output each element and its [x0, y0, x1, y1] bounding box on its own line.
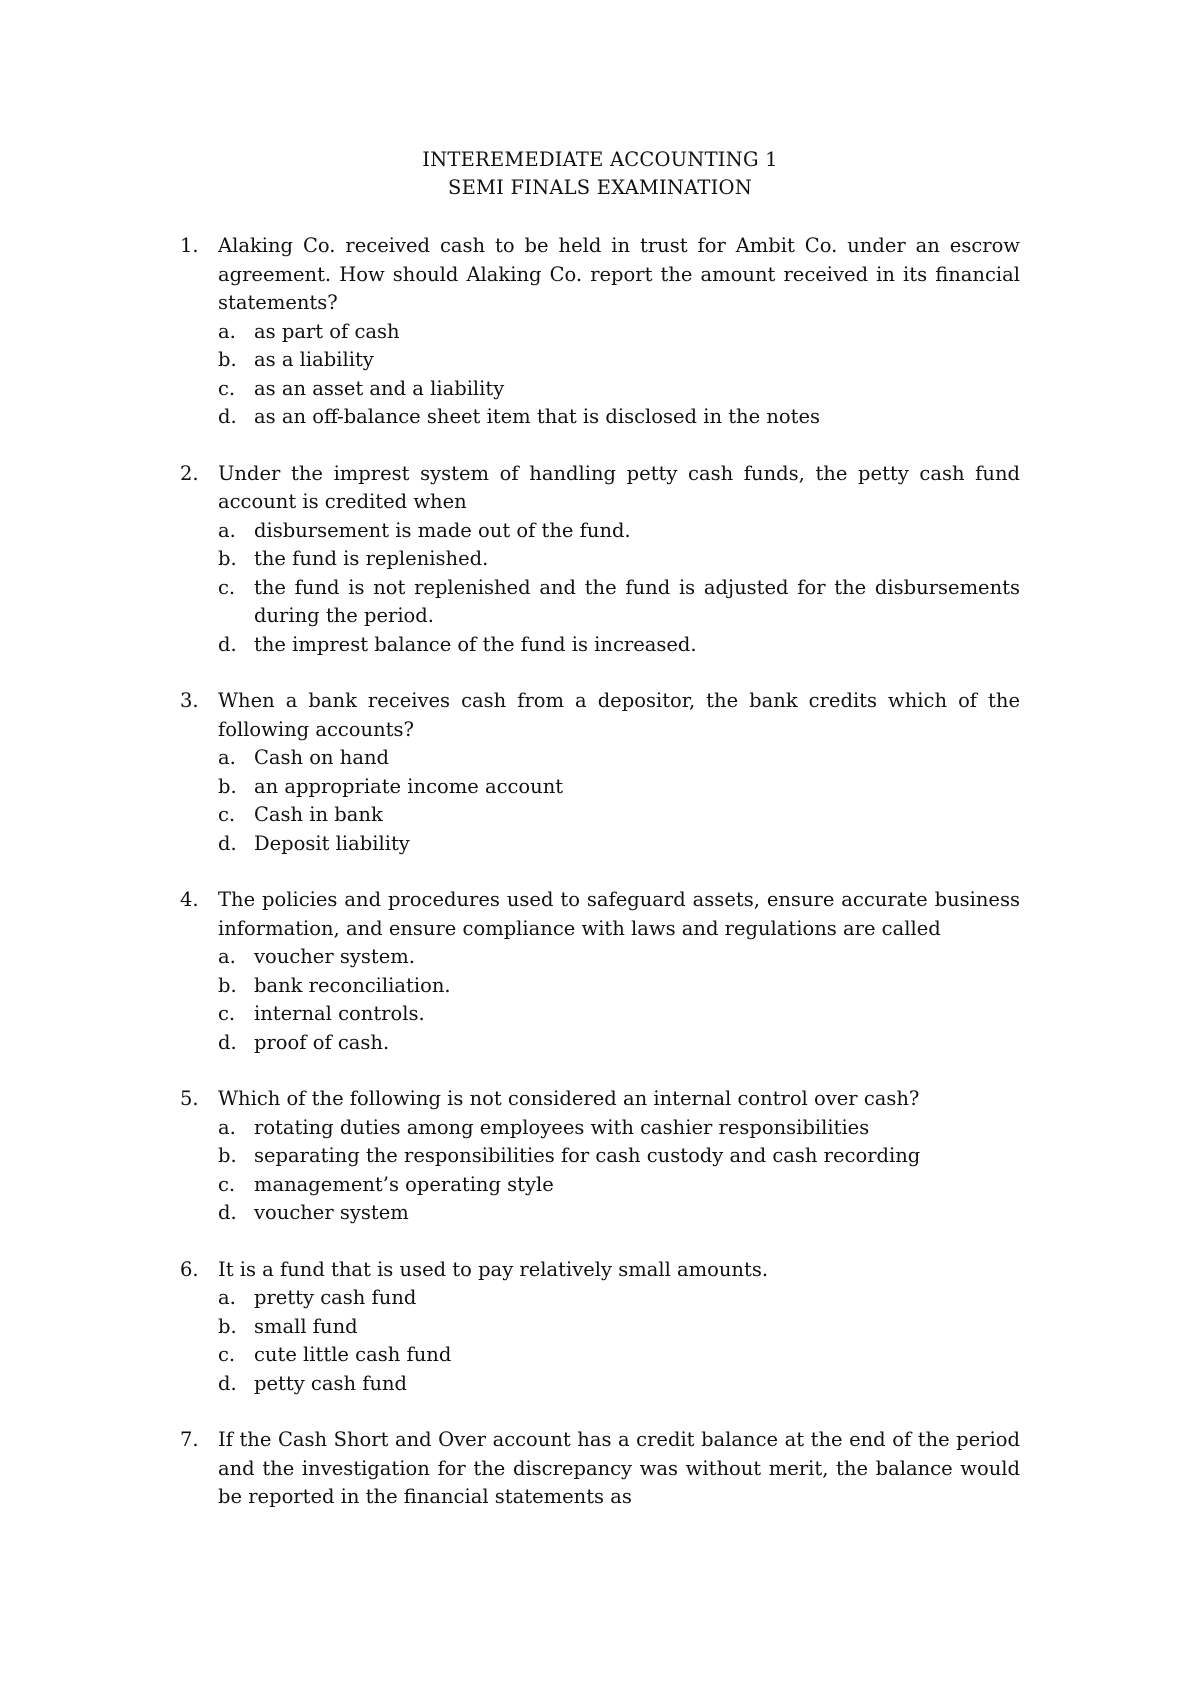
option-text: proof of cash. [254, 1030, 390, 1054]
option-d [218, 403, 1020, 432]
option-letter: c. [218, 1002, 236, 1025]
option-letter: b. [218, 547, 237, 570]
option-text: pretty cash fund [254, 1286, 417, 1309]
option-c [218, 375, 1020, 404]
option-letter: b. [218, 973, 237, 997]
option-list [218, 1284, 1020, 1398]
option-text: as part of cash [254, 319, 400, 343]
option-letter: c. [218, 1343, 236, 1366]
option-letter: a. [218, 518, 236, 542]
option-list [218, 1114, 1020, 1228]
question-number: 3. [180, 689, 199, 712]
question-text: The policies and procedures used to safeguard assets, ensure accurate business information, and ensure compliance with laws and regulations are called [218, 888, 1020, 940]
option-letter: c. [218, 575, 236, 599]
option-letter: b. [218, 774, 237, 798]
option-c [218, 1000, 1020, 1029]
question-number: 2. [180, 461, 199, 485]
option-letter: a. [218, 945, 236, 968]
option-letter: b. [218, 1314, 237, 1338]
question-2 [180, 460, 1020, 660]
option-letter: a. [218, 319, 236, 343]
option-d [218, 830, 1020, 859]
option-list [218, 744, 1020, 858]
option-letter: b. [218, 348, 237, 371]
option-text: an appropriate income account [254, 774, 564, 798]
option-text: as an off-balance sheet item that is disclosed in the notes [254, 405, 821, 428]
option-list [218, 943, 1020, 1057]
question-number: 7. [180, 1428, 199, 1451]
option-text: petty cash fund [254, 1371, 408, 1395]
option-letter: d. [218, 632, 237, 656]
option-letter: d. [218, 1030, 237, 1054]
option-letter: d. [218, 1201, 237, 1224]
question-text: If the Cash Short and Over account has a credit balance at the end of the period and the investigation for the discrepancy was without merit, the balance would be reported in the financial statements as [218, 1428, 1020, 1508]
option-text: separating the responsibilities for cash custody and cash recording [254, 1144, 921, 1167]
option-a [218, 1284, 1020, 1313]
exam-header [0, 146, 1200, 202]
option-d [218, 631, 1020, 660]
exam-title: INTEREMEDIATE ACCOUNTING 1 [422, 148, 778, 171]
question-text: When a bank receives cash from a depositor, the bank credits which of the following accounts? [218, 689, 1020, 741]
option-letter: a. [218, 1286, 236, 1309]
option-b [218, 1142, 1020, 1171]
option-c [218, 1171, 1020, 1200]
option-text: Cash on hand [254, 746, 390, 769]
option-text: cute little cash fund [254, 1343, 452, 1366]
question-text: It is a fund that is used to pay relatively small amounts. [218, 1257, 769, 1281]
option-text: internal controls. [254, 1002, 425, 1025]
option-a [218, 318, 1020, 347]
question-text: Alaking Co. received cash to be held in trust for Ambit Co. under an escrow agreement. How should Alaking Co. report the amount received in its financial statements? [218, 234, 1020, 314]
option-letter: a. [218, 1115, 236, 1139]
option-d [218, 1199, 1020, 1228]
option-letter: d. [218, 405, 237, 428]
option-d [218, 1029, 1020, 1058]
option-letter: c. [218, 1172, 236, 1196]
option-text: management’s operating style [254, 1172, 554, 1196]
option-b [218, 972, 1020, 1001]
option-list [218, 318, 1020, 432]
question-4 [180, 886, 1020, 1057]
question-text: Under the imprest system of handling petty cash funds, the petty cash fund account is credited when [218, 461, 1020, 513]
question-7 [180, 1426, 1020, 1512]
option-text: Deposit liability [254, 831, 410, 855]
option-text: voucher system. [254, 945, 415, 968]
option-b [218, 346, 1020, 375]
question-5 [180, 1085, 1020, 1228]
option-text: bank reconciliation. [254, 973, 451, 997]
option-text: voucher system [254, 1201, 409, 1224]
question-1 [180, 232, 1020, 432]
option-a [218, 517, 1020, 546]
option-letter: b. [218, 1144, 237, 1167]
question-number: 4. [180, 888, 199, 911]
option-text: the fund is replenished. [254, 547, 489, 570]
option-b [218, 773, 1020, 802]
question-number: 1. [180, 234, 199, 257]
option-letter: d. [218, 1371, 237, 1395]
question-number: 6. [180, 1257, 199, 1281]
option-text: rotating duties among employees with cashier responsibilities [254, 1115, 870, 1139]
option-a [218, 943, 1020, 972]
option-letter: a. [218, 746, 236, 769]
option-a [218, 744, 1020, 773]
option-text: Cash in bank [254, 803, 383, 826]
option-text: the fund is not replenished and the fund is adjusted for the disbursements during the period. [254, 575, 1020, 627]
option-letter: c. [218, 376, 236, 400]
option-letter: c. [218, 803, 236, 826]
question-number: 5. [180, 1087, 199, 1110]
option-b [218, 1313, 1020, 1342]
option-b [218, 545, 1020, 574]
option-text: as a liability [254, 348, 374, 371]
option-a [218, 1114, 1020, 1143]
option-text: as an asset and a liability [254, 376, 505, 400]
option-c [218, 1341, 1020, 1370]
option-text: disbursement is made out of the fund. [254, 518, 631, 542]
question-list [180, 232, 1020, 1512]
option-list [218, 517, 1020, 660]
option-letter: d. [218, 831, 237, 855]
option-text: small fund [254, 1314, 358, 1338]
option-c [218, 574, 1020, 631]
exam-subtitle: SEMI FINALS EXAMINATION [448, 176, 752, 199]
option-d [218, 1370, 1020, 1399]
question-6 [180, 1256, 1020, 1399]
question-3 [180, 687, 1020, 858]
option-c [218, 801, 1020, 830]
question-text: Which of the following is not considered an internal control over cash? [218, 1087, 920, 1110]
option-text: the imprest balance of the fund is increased. [254, 632, 697, 656]
